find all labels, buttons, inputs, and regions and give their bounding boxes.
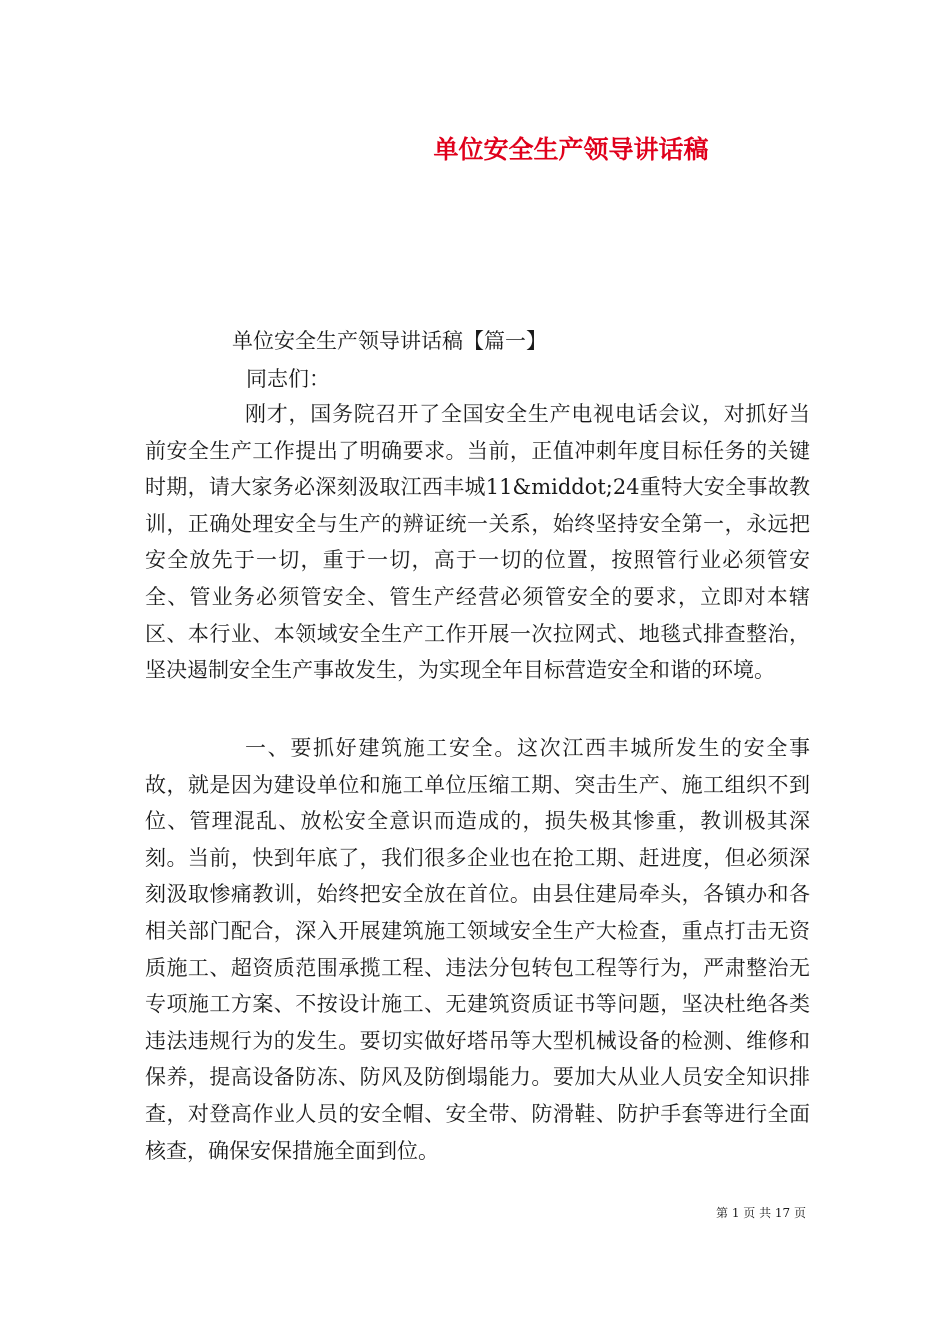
paragraph: 一、要抓好建筑施工安全。这次江西丰城所发生的安全事故，就是因为建设单位和施工单位压缩工期、突击生产、施工组织不到位、管理混乱、放松安全意识而造成的，损失极其惨重，教训极其深刻。当前，快到年底了，我们很多企业也在抢工期、赶进度，但必须深刻汲取惨痛教训，始终把安全放在首位。由县住建局牵头，各镇办和各相关部门配合，深入开展建筑施工领域安全生产大检查，重点打击无资质施工、超资质范围承揽工程、违法分包转包工程等行为，严肃整治无专项施工方案、不按设计施工、无建筑资质证书等问题，坚决杜绝各类违法违规行为的发生。要切实做好塔吊等大型机械设备的检测、维修和保养，提高设备防冻、防风及防倒塌能力。要加大从业人员安全知识排查，对登高作业人员的安全帽、安全带、防滑鞋、防护手套等进行全面核查，确保安保措施全面到位。 bbox=[145, 736, 810, 1163]
paragraph: 刚才，国务院召开了全国安全生产电视电话会议，对抓好当前安全生产工作提出了明确要求。当前，正值冲刺年度目标任务的关键时期，请大家务必深刻汲取江西丰城11&middot;24重特大安全事故教训，正确处理安全与生产的辨证统一关系，始终坚持安全第一，永远把安全放先于一切，重于一切，高于一切的位置，按照管行业必须管安全、管业务必须管安全、管生产经营必须管安全的要求，立即对本辖区、本行业、本领域安全生产工作开展一次拉网式、地毯式排查整治，坚决遏制安全生产事故发生，为实现全年目标营造安全和谐的环境。 bbox=[145, 402, 810, 683]
greeting: 同志们： bbox=[246, 367, 330, 391]
document-title: 单位安全生产领导讲话稿 bbox=[433, 135, 709, 164]
section-heading: 单位安全生产领导讲话稿【篇一】 bbox=[232, 329, 547, 353]
page-number: 第 1 页 共 17 页 bbox=[716, 1206, 806, 1220]
